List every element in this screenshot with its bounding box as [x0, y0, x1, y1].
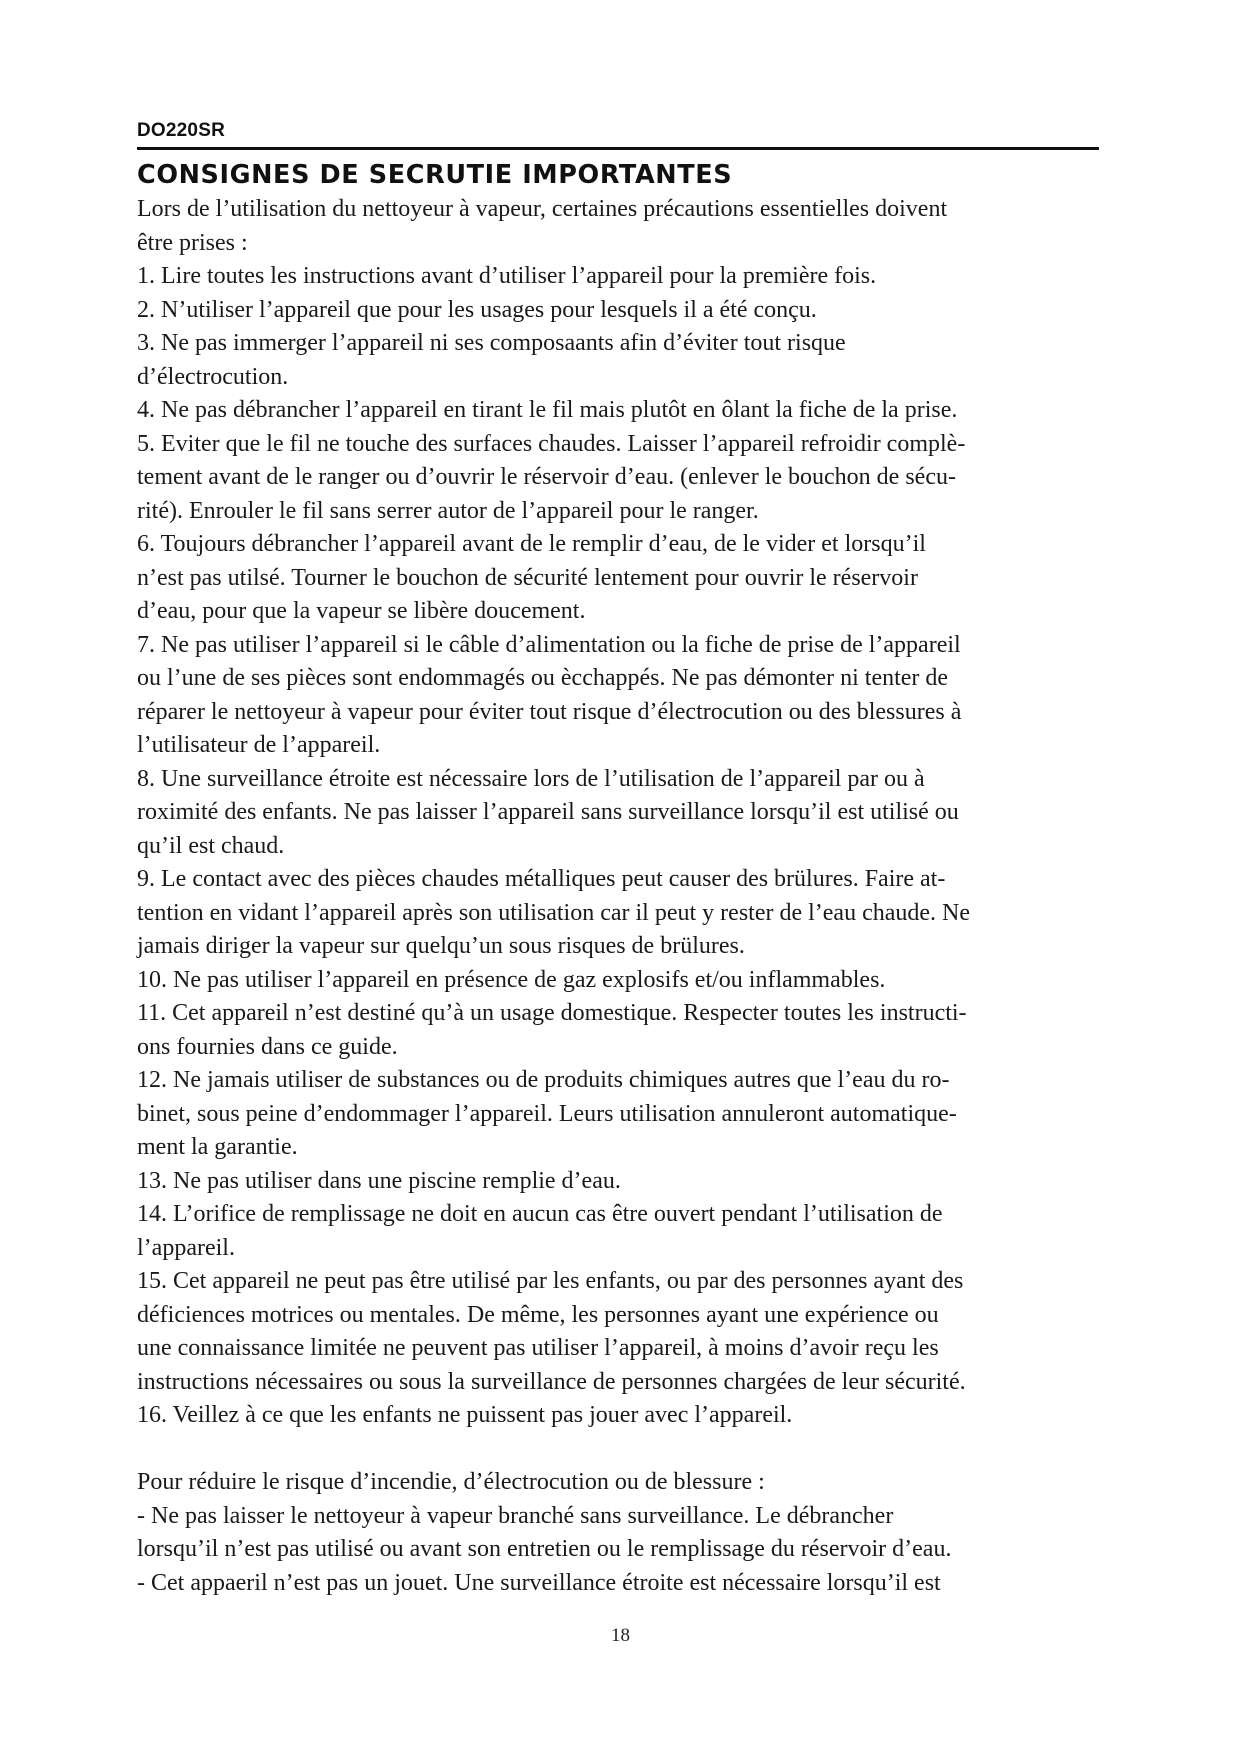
item-line: 5. Eviter que le fil ne touche des surfaces chaudes. Laisser l’appareil refroidir complè-: [137, 430, 966, 457]
item-line: 8. Une surveillance étroite est nécessaire lors de l’utilisation de l’appareil par ou à: [137, 765, 925, 792]
item-line: d’électrocution.: [137, 363, 289, 390]
item-line: 9. Le contact avec des pièces chaudes métalliques peut causer des brülures. Faire at-: [137, 866, 946, 892]
item-line: ment la garantie.: [137, 1134, 298, 1160]
item-line: 10. Ne pas utiliser l’appareil en présence de gaz explosifs et/ou inflammables.: [137, 966, 886, 993]
risk-line: lorsqu’il n’est pas utilisé ou avant son entretien ou le remplissage du réservoir d’eau.: [137, 1536, 952, 1562]
risk-line: - Cet appaeril n’est pas un jouet. Une surveillance étroite est nécessaire lorsqu’il est: [137, 1569, 941, 1596]
item-line: ou l’une de ses pièces sont endommagés ou ècchappés. Ne pas démonter ni tenter de: [137, 665, 949, 691]
item-line: n’est pas utilsé. Tourner le bouchon de sécurité lentement pour ouvrir le réservoir: [137, 564, 918, 591]
item-line: instructions nécessaires ou sous la surveillance de personnes chargées de leur sécurité.: [137, 1368, 966, 1395]
paragraph-gap: [137, 1433, 1107, 1467]
document-body: [137, 193, 1107, 1600]
item-line: 4. Ne pas débrancher l’appareil en tirant le fil mais plutôt en ôlant la fiche de la prise.: [137, 397, 958, 423]
intro-line: être prises :: [137, 229, 248, 256]
item-line: d’eau, pour que la vapeur se libère doucement.: [137, 598, 586, 624]
page-title: CONSIGNES DE SECRUTIE IMPORTANTES: [137, 160, 733, 190]
item-line: 13. Ne pas utiliser dans une piscine remplie d’eau.: [137, 1167, 621, 1194]
item-line: déficiences motrices ou mentales. De même, les personnes ayant une expérience ou: [137, 1301, 939, 1328]
item-line: 2. N’utiliser l’appareil que pour les usages pour lesquels il a été conçu.: [137, 296, 817, 323]
header-rule: [137, 147, 1099, 150]
model-number: DO220SR: [137, 120, 225, 141]
item-line: 16. Veillez à ce que les enfants ne puissent pas jouer avec l’appareil.: [137, 1402, 793, 1428]
item-line: 6. Toujours débrancher l’appareil avant de le remplir d’eau, de le vider et lorsqu’il: [137, 531, 926, 557]
item-line: rité). Enrouler le fil sans serrer autor de l’appareil pour le ranger.: [137, 497, 759, 524]
item-line: 15. Cet appareil ne peut pas être utilisé par les enfants, ou par des personnes ayant des: [137, 1268, 964, 1294]
item-line: tention en vidant l’appareil après son utilisation car il peut y rester de l’eau chaude. Ne: [137, 899, 971, 926]
item-line: 14. L’orifice de remplissage ne doit en aucun cas être ouvert pendant l’utilisation de: [137, 1201, 943, 1227]
item-line: ons fournies dans ce guide.: [137, 1033, 398, 1060]
item-line: 12. Ne jamais utiliser de substances ou de produits chimiques autres que l’eau du ro-: [137, 1067, 950, 1093]
item-line: qu’il est chaud.: [137, 832, 285, 859]
item-line: l’appareil.: [137, 1234, 235, 1261]
item-line: une connaissance limitée ne peuvent pas utiliser l’appareil, à moins d’avoir reçu les: [137, 1335, 939, 1361]
intro-line: Lors de l’utilisation du nettoyeur à vapeur, certaines précautions essentielles doivent: [137, 196, 948, 222]
risk-line: Pour réduire le risque d’incendie, d’électrocution ou de blessure :: [137, 1469, 765, 1495]
item-line: binet, sous peine d’endommager l’appareil. Leurs utilisation annuleront automatique-: [137, 1100, 957, 1127]
item-line: roximité des enfants. Ne pas laisser l’appareil sans surveillance lorsqu’il est utilisé ou: [137, 799, 959, 825]
risk-line: - Ne pas laisser le nettoyeur à vapeur branché sans surveillance. Le débrancher: [137, 1502, 894, 1529]
item-line: jamais diriger la vapeur sur quelqu’un sous risques de brülures.: [137, 933, 745, 959]
item-line: réparer le nettoyeur à vapeur pour éviter tout risque d’électrocution ou des blessures à: [137, 698, 962, 725]
page-number: 18: [611, 1625, 630, 1646]
item-line: 3. Ne pas immerger l’appareil ni ses composaants afin d’éviter tout risque: [137, 330, 846, 356]
item-line: tement avant de le ranger ou d’ouvrir le réservoir d’eau. (enlever le bouchon de sécu-: [137, 464, 956, 490]
item-line: l’utilisateur de l’appareil.: [137, 732, 381, 758]
item-line: 7. Ne pas utiliser l’appareil si le câble d’alimentation ou la fiche de prise de l’appareil: [137, 631, 961, 658]
item-line: 1. Lire toutes les instructions avant d’utiliser l’appareil pour la première fois.: [137, 263, 877, 289]
item-line: 11. Cet appareil n’est destiné qu’à un usage domestique. Respecter toutes les instructi-: [137, 1000, 967, 1026]
